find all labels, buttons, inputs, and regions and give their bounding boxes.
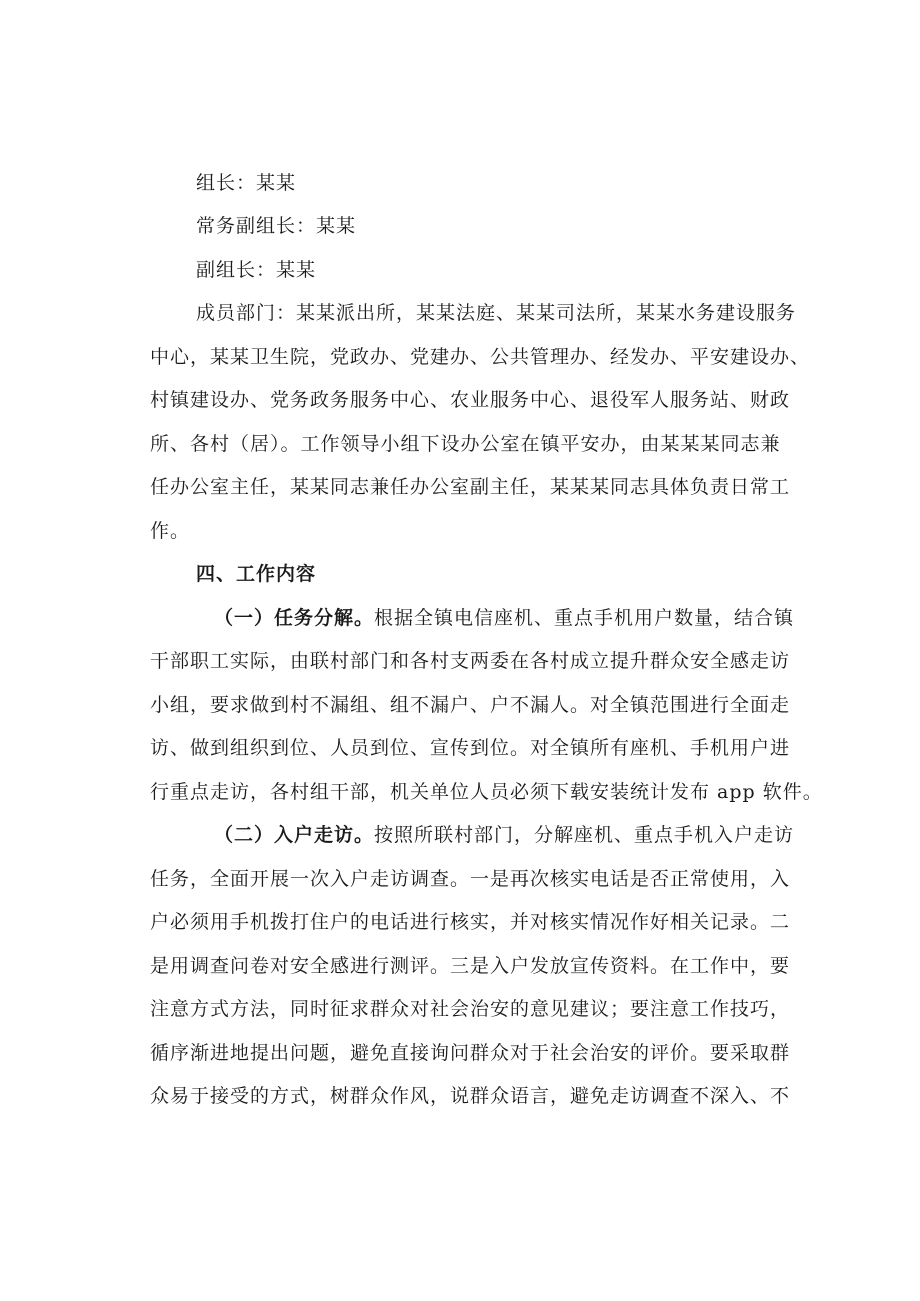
visit-line-6: 循序渐进地提出问题，避免直接询问群众对于社会治安的评价。要采取群 [150, 1042, 791, 1064]
task-first-line [214, 605, 794, 631]
task-line-2: 干部职工实际，由联村部门和各村支两委在各村成立提升群众安全感走访 [150, 650, 791, 672]
members-line-1: 成员部门：某某派出所，某某法庭、某某司法所，某某水务建设服务 [196, 302, 797, 324]
visit-first-text: 按照所联村部门，分解座机、重点手机入户走访 [374, 824, 795, 846]
visit-line-4: 是用调查问卷对安全感进行测评。三是入户发放宣传资料。在工作中，要 [150, 955, 791, 977]
task-line-5: 行重点走访，各村组干部，机关单位人员必须下载安装统计发布 app 软件。 [150, 781, 823, 803]
members-line-4: 所、各村（居）。工作领导小组下设办公室在镇平安办，由某某某同志兼 [150, 433, 781, 455]
task-line-3: 小组，要求做到村不漏组、组不漏户、户不漏人。对全镇范围进行全面走 [150, 694, 791, 716]
task-first-text: 根据全镇电信座机、重点手机用户数量，结合镇 [374, 607, 795, 629]
section-heading: 四、工作内容 [196, 563, 317, 585]
members-line-2: 中心，某某卫生院，党政办、党建办、公共管理办、经发办、平安建设办、 [150, 346, 811, 368]
visit-heading: （二）入户走访。 [214, 824, 375, 846]
visit-line-2: 任务，全面开展一次入户走访调查。一是再次核实电话是否正常使用，入 [150, 868, 791, 890]
visit-first-line [214, 822, 794, 848]
leader-line: 组长：某某 [196, 172, 297, 194]
members-line-3: 村镇建设办、党务政务服务中心、农业服务中心、退役军人服务站、财政 [150, 389, 791, 411]
visit-line-7: 众易于接受的方式，树群众作风，说群众语言，避免走访调查不深入、不 [150, 1085, 791, 1107]
visit-line-5: 注意方式方法，同时征求群众对社会治安的意见建议；要注意工作技巧， [150, 998, 791, 1020]
task-heading: （一）任务分解。 [214, 607, 375, 629]
task-line-4: 访、做到组织到位、人员到位、宣传到位。对全镇所有座机、手机用户进 [150, 737, 791, 759]
members-line-5: 任办公室主任，某某同志兼任办公室副主任，某某某同志具体负责日常工 [150, 476, 791, 498]
deputy-line: 副组长：某某 [196, 259, 317, 281]
members-line-6: 作。 [150, 520, 191, 542]
visit-line-3: 户必须用手机拨打住户的电话进行核实，并对核实情况作好相关记录。二 [150, 911, 791, 933]
executive-deputy-line: 常务副组长：某某 [196, 215, 357, 237]
